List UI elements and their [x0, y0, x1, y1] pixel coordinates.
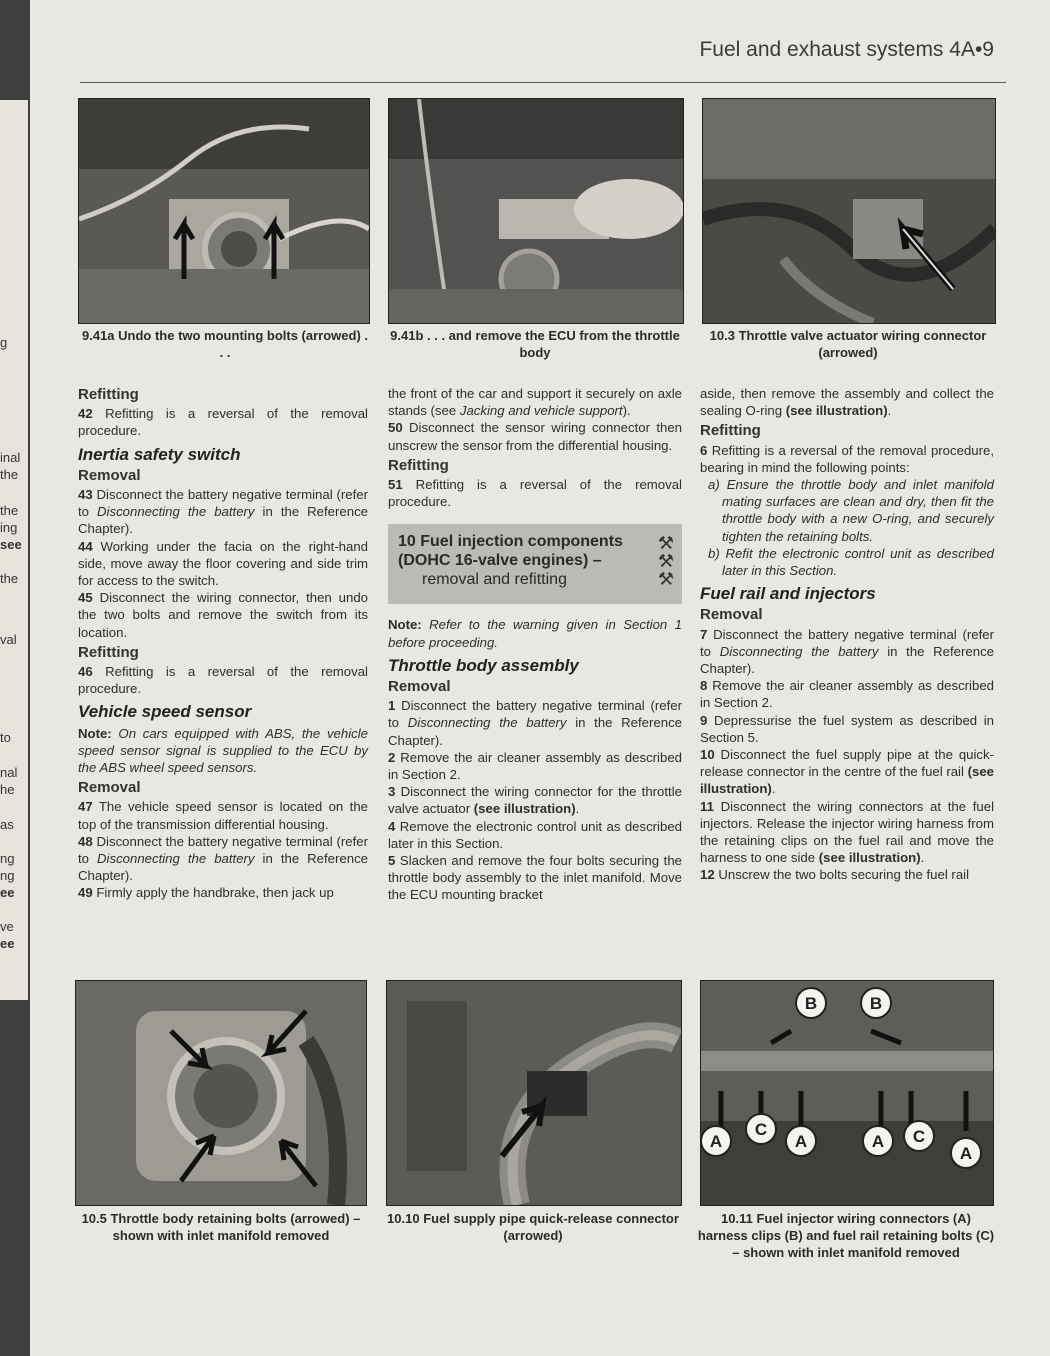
- caption-10-10: 10.10 Fuel supply pipe quick-release connector (arrowed): [387, 1211, 679, 1243]
- section-title-box: [388, 524, 682, 604]
- gutter-text: to: [0, 730, 11, 745]
- paragraph: 10 Disconnect the fuel supply pipe at the quick-release connector in the centre of the fuel rail (see illustration).: [700, 747, 994, 797]
- paragraph: 50 Disconnect the sensor wiring connector then unscrew the sensor from the differential housing.: [388, 420, 682, 453]
- paragraph: 7 Disconnect the battery negative terminal (refer to Disconnecting the battery in the Reference Chapter).: [700, 626, 995, 677]
- paragraph: 43 Disconnect the battery negative terminal (refer to Disconnecting the battery in the Reference Chapter).: [78, 487, 369, 537]
- paragraph: 44 Working under the facia on the right-hand side, move away the floor covering and side trim for access to the switch.: [78, 538, 368, 589]
- photo-label-a: A: [871, 1132, 885, 1151]
- paragraph: aside, then remove the assembly and collect the sealing O-ring (see illustration).: [700, 386, 994, 419]
- gutter-text: ng: [0, 868, 15, 883]
- photo-10-3: [702, 98, 996, 324]
- photo-9-41b: [388, 98, 684, 324]
- section-subtitle: removal and refitting: [422, 571, 567, 589]
- text-column-1: [78, 383, 368, 902]
- photo-label-a: A: [959, 1144, 973, 1163]
- paragraph: 45 Disconnect the wiring connector, then undo the two bolts and remove the switch from its location.: [78, 590, 368, 640]
- gutter-text: inal: [0, 450, 21, 465]
- photo-label-b: B: [804, 994, 818, 1013]
- photo-label-a: A: [794, 1132, 808, 1151]
- gutter-text: the: [0, 467, 19, 482]
- gutter-text: he: [0, 782, 15, 797]
- gutter-text: see: [0, 537, 22, 552]
- paragraph: 5 Slacken and remove the four bolts securing the throttle body assembly to the inlet manifold. Move the ECU mounting bracket: [388, 853, 682, 903]
- photo-label-a: A: [709, 1132, 723, 1151]
- page-header: Fuel and exhaust systems 4A•9: [699, 38, 994, 61]
- gutter-text: as: [0, 817, 14, 832]
- gutter-text: ing: [0, 520, 18, 535]
- caption-10-11: 10.11 Fuel injector wiring connectors (A) harness clips (B) and fuel rail retaining bolts (C) – shown with inlet manifold removed: [697, 1211, 995, 1260]
- heading-throttle-body-assembly: Throttle body assembly: [388, 655, 579, 675]
- heading-removal: Removal: [700, 606, 763, 624]
- list-item: b) Refit the electronic control unit as described later in this Section.: [708, 545, 994, 579]
- gutter-text: nal: [0, 765, 18, 780]
- paragraph: 8 Remove the air cleaner assembly as described in Section 2.: [700, 678, 994, 711]
- points-list: [700, 476, 994, 579]
- paragraph: 42 Refitting is a reversal of the removal procedure.: [78, 406, 368, 439]
- photo-10-10: [386, 980, 682, 1206]
- gutter-text: ee: [0, 885, 15, 900]
- text-column-3: [700, 385, 994, 884]
- paragraph: 48 Disconnect the battery negative terminal (refer to Disconnecting the battery in the Reference Chapter).: [78, 833, 369, 884]
- gutter-text: g: [0, 335, 8, 350]
- paragraph: 12 Unscrew the two bolts securing the fuel rail: [700, 867, 970, 883]
- gutter-text: the: [0, 571, 19, 586]
- paragraph: 11 Disconnect the wiring connectors at the fuel injectors. Release the injector wiring harness from the retaining clips on the fuel rail and move the harness to one side (see illustration).: [700, 798, 994, 866]
- note: Note: On cars equipped with ABS, the vehicle speed sensor signal is supplied to the ECU by the ABS wheel speed sensors.: [78, 725, 368, 776]
- gutter-text: ng: [0, 851, 15, 866]
- caption-9-41a: 9.41a Undo the two mounting bolts (arrowed) . . .: [81, 328, 368, 360]
- heading-refitting: Refitting: [700, 422, 761, 440]
- paragraph: 2 Remove the air cleaner assembly as described in Section 2.: [388, 749, 682, 783]
- paragraph: the front of the car and support it securely on axle stands (see Jacking and vehicle support).: [388, 386, 682, 419]
- difficulty-wrench-icon: ⚒ ⚒ ⚒: [657, 533, 674, 590]
- photo-10-11: [700, 980, 994, 1206]
- gutter-text: the: [0, 503, 19, 518]
- header-rule: [80, 82, 1006, 83]
- paragraph: 9 Depressurise the fuel system as described in Section 5.: [700, 712, 994, 745]
- paragraph: 6 Refitting is a reversal of the removal procedure, bearing in mind the following points:: [700, 442, 994, 475]
- heading-fuel-rail-and-injectors: Fuel rail and injectors: [700, 584, 876, 604]
- photo-10-5: [75, 980, 367, 1206]
- heading-inertia-safety-switch: Inertia safety switch: [78, 444, 241, 464]
- caption-10-5: 10.5 Throttle body retaining bolts (arrowed) – shown with inlet manifold removed: [81, 1211, 361, 1243]
- gutter-text: ee: [0, 936, 15, 951]
- adjacent-page-edge: [0, 0, 30, 1356]
- photo-9-41a: [78, 98, 370, 324]
- paragraph: 49 Firmly apply the handbrake, then jack up: [78, 885, 334, 901]
- heading-removal: Removal: [78, 466, 141, 484]
- gutter-text: ve: [0, 919, 14, 934]
- heading-refitting: Refitting: [388, 456, 449, 474]
- gutter-text: val: [0, 632, 17, 647]
- paragraph: 4 Remove the electronic control unit as described later in this Section.: [388, 818, 682, 851]
- heading-removal: Removal: [388, 678, 451, 696]
- heading-removal: Removal: [78, 779, 141, 797]
- paragraph: 51 Refitting is a reversal of the removal procedure.: [388, 477, 682, 510]
- paragraph: 3 Disconnect the wiring connector for the throttle valve actuator (see illustration).: [388, 784, 682, 817]
- photo-label-c: C: [754, 1120, 768, 1139]
- paragraph: 46 Refitting is a reversal of the removal procedure.: [78, 664, 368, 697]
- heading-vehicle-speed-sensor: Vehicle speed sensor: [78, 702, 252, 722]
- photo-label-b: B: [869, 994, 883, 1013]
- photo-label-c: C: [912, 1127, 926, 1146]
- text-column-2: [388, 385, 682, 904]
- note: Note: Refer to the warning given in Section 1 before proceeding.: [388, 617, 682, 650]
- heading-refitting: Refitting: [78, 386, 139, 403]
- paragraph: 1 Disconnect the battery negative terminal (refer to Disconnecting the battery in the Reference Chapter).: [388, 698, 683, 748]
- list-item: a) Ensure the throttle body and inlet manifold mating surfaces are clean and dry, then fit the throttle body with a new O-ring, and securely tighten the retaining bolts.: [708, 477, 994, 544]
- caption-9-41b: 9.41b . . . and remove the ECU from the throttle body: [390, 328, 680, 360]
- paragraph: 47 The vehicle speed sensor is located on the top of the transmission differential housing.: [78, 799, 368, 832]
- heading-refitting: Refitting: [78, 643, 139, 661]
- caption-10-3: 10.3 Throttle valve actuator wiring connector (arrowed): [709, 328, 987, 360]
- section-title: 10 Fuel injection components (DOHC 16-valve engines) –: [398, 533, 623, 570]
